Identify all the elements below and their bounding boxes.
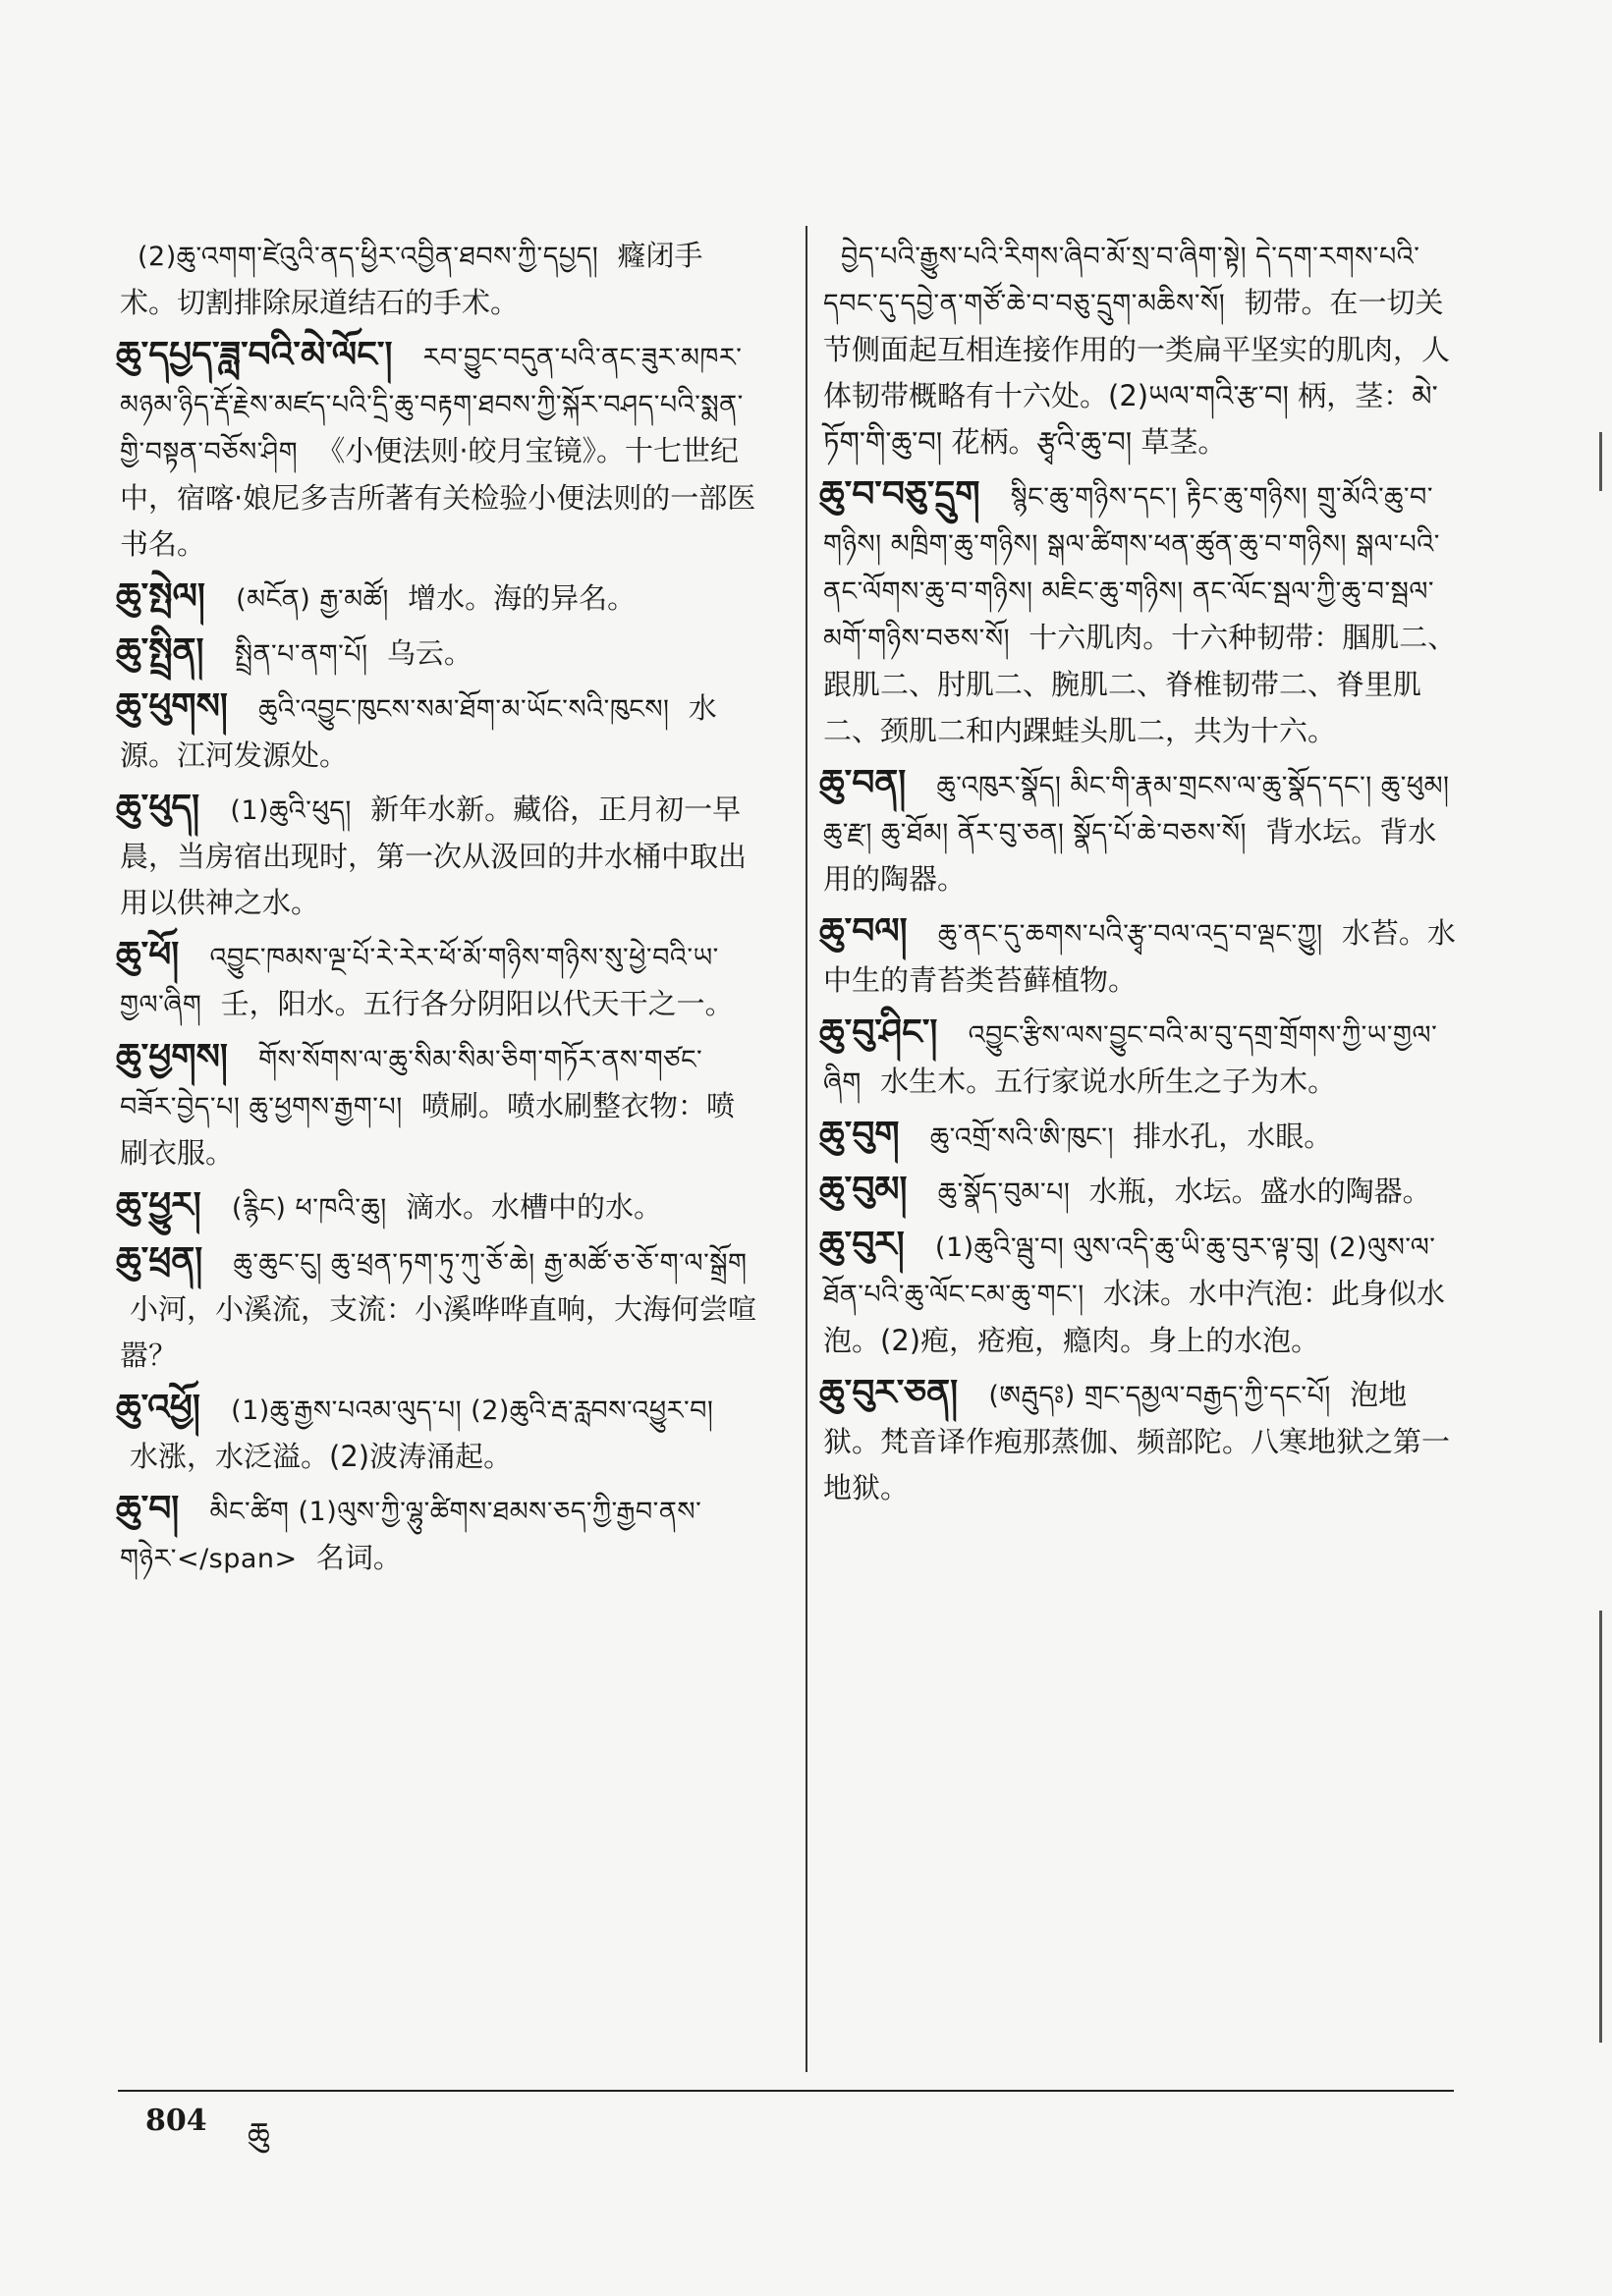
- dictionary-entry: [819, 1010, 1462, 1106]
- entry-headword: ཆུ་ཕོ།: [116, 934, 180, 975]
- entry-tibetan-definition: ཆུ་ཆུང་ངུ། ཆུ་ཕྲན་ཏག་ཏུ་ཀུ་ཅོ་ཆེ། རྒྱ་མཚོ་ཅ་ཅོ་ག་ལ་སྒྲོག: [233, 1248, 748, 1279]
- entry-headword: ཆུ་སྤྲིན།: [116, 630, 204, 672]
- running-head: ཆུ: [248, 2115, 270, 2153]
- entry-headword: ཆུ་བུམ།: [819, 1169, 908, 1210]
- entry-tibetan-definition: (མངོན) རྒྱ་མཚོ།: [236, 584, 389, 615]
- entry-headword: ཆུ་ཕུགས།: [116, 685, 228, 727]
- entry-headword: ཆུ་བ།: [116, 1488, 180, 1529]
- dictionary-entry: [116, 1486, 758, 1582]
- entry-chinese-definition: 背水坛。背水用的陶器。: [823, 815, 1437, 896]
- footer-rule: [118, 2090, 1454, 2092]
- entry-chinese-definition: 水瓶，水坛。盛水的陶器。: [1088, 1175, 1431, 1208]
- dictionary-entry: [116, 1385, 758, 1480]
- entry-chinese-definition: 泡地狱。梵音译作疱那蒸伽、频部陀。八寒地狱之第一地狱。: [823, 1378, 1451, 1504]
- left-column: [116, 231, 758, 1588]
- entry-tibetan-definition: རབ་བྱུང་བདུན་པའི་ནང་ཟུར་མཁར་མཉམ་ཉིད་རྡོ་རྗེས་མཛད་པའི་དྲི་ཆུ་བརྟག་ཐབས་ཀྱི་སྐོར་བཤད་པའི་སྨན་གྱི་བསྟན་བཅོས་ཤིག: [120, 343, 744, 467]
- dictionary-entry: [116, 683, 758, 779]
- dictionary-entry: [116, 785, 758, 926]
- entry-chinese-definition: 壬，阳水。五行各分阴阳以代天干之一。: [220, 987, 734, 1020]
- entry-tibetan-definition: (1)ཆུའི་ལྦུ་བ། ལུས་འདི་ཆུ་ཡི་ཆུ་བུར་ལྟ་བུ། (2)ལུས་ལ་ཐོན་པའི་ཆུ་ལོང་ངམ་ཆུ་གང་།: [823, 1232, 1436, 1310]
- entry-headword: ཆུ་ཕུད།: [116, 787, 200, 828]
- entry-tibetan-definition: སྤྲིན་པ་ནག་པོ།: [234, 639, 368, 670]
- entry-chinese-definition: 新年水新。藏俗，正月初一早晨，当房宿出现时，第一次从汲回的井水桶中取出用以供神之水。: [120, 793, 748, 919]
- dictionary-entry: [116, 332, 758, 568]
- entry-chinese-definition: 水苔。水中生的青苔类苔藓植物。: [823, 916, 1456, 997]
- entry-tibetan-definition: (1)ཆུ་རྒྱས་པའམ་ལུད་པ། (2)ཆུའི་རྦ་རླབས་འཕྱུར་བ།: [231, 1395, 714, 1426]
- entry-headword: ཆུ་བུག: [819, 1114, 900, 1155]
- entry-chinese-definition: 《小便法则·皎月宝镜》。十七世纪中，宿喀·娘尼多吉所著有关检验小便法则的一部医书名。: [120, 434, 756, 561]
- entry-chinese-definition: 乌云。: [386, 636, 472, 670]
- entry-tibetan-definition: མིང་ཚིག (1)ལུས་ཀྱི་ལྷུ་ཚིགས་ཐམས་ཅད་ཀྱི་རྒྱབ་ནས་གཉེར་</span>: [120, 1497, 702, 1574]
- entry-tibetan-definition: (1)ཆུའི་ཕུད།: [230, 795, 352, 826]
- entry-headword: ཆུ་བན།: [819, 762, 907, 803]
- entry-chinese-definition: 小河，小溪流，支流：小溪哗哗直响，大海何尝喧嚣？: [120, 1292, 757, 1372]
- dictionary-entry: [823, 231, 1462, 465]
- entry-tibetan-definition: ཆུ་སྣོད་བུམ་པ།: [937, 1177, 1071, 1208]
- entry-tibetan-definition: འབྱུང་རྩིས་ལས་བྱུང་བའི་མ་བུ་དགྲ་གྲོགས་ཀྱི་ཡ་གྱལ་ཞིག: [823, 1020, 1438, 1098]
- entry-chinese-definition: 水沫。水中汽泡：此身似水泡。(2)疱，疮疱，瘾肉。身上的水泡。: [823, 1277, 1445, 1357]
- entry-headword: ཆུ་ཕྲན།: [116, 1239, 203, 1281]
- entry-headword: ཆུ་བུར་ཅན།: [819, 1372, 959, 1413]
- dictionary-entry: [116, 629, 758, 678]
- dictionary-entry: [116, 574, 758, 623]
- entry-chinese-definition: 韧带。在一切关节侧面起互相连接作用的一类扁平坚实的肌肉，人体韧带概略有十六处。(2)ཡལ་གའི་རྩ་བ། 柄，茎：མེ་ཏོག་གི་ཆུ་བ། 花柄。རྩྭའི་ཆུ་བ། 草茎。: [823, 286, 1451, 459]
- entry-headword: ཆུ་བུ་ཤིང་།: [819, 1011, 938, 1053]
- entry-headword: ཆུ་སྤེལ།: [116, 575, 205, 617]
- entry-headword: ཆུ་བ་བཅུ་དྲུག: [819, 473, 980, 515]
- entry-tibetan-definition: ཆུ་འགྲོ་སའི་ཨི་ཁུང་།: [929, 1122, 1114, 1153]
- dictionary-entry: [116, 1182, 758, 1231]
- entry-chinese-definition: 滴水。水槽中的水。: [405, 1190, 662, 1224]
- entry-headword: ཆུ་བུར།: [819, 1224, 905, 1265]
- entry-tibetan-definition: ཆུ་ནང་དུ་ཆགས་པའི་རྩྭ་བལ་འདྲ་བ་ལྡང་ཀྱུ།: [937, 919, 1323, 950]
- dictionary-entry: [116, 932, 758, 1028]
- entry-headword: ཆུ་ཕྱགས།: [116, 1036, 228, 1077]
- right-column: [819, 231, 1462, 1517]
- dictionary-entry: [819, 471, 1462, 754]
- entry-tibetan-definition: ཆུ་འཁུར་སྣོད། མིང་གི་རྣམ་གྲངས་ལ་ཆུ་སྣོད་དང་། ཆུ་ཕུམ། ཆུ་རྫ། ཆུ་ཐོམ། ནོར་བུ་ཅན། སྣོད་པོ་ཆེ་བཅས་སོ།: [823, 771, 1450, 848]
- dictionary-entry: [819, 1222, 1462, 1364]
- entry-headword: ཆུ་བལ།: [819, 910, 908, 952]
- scan-edge-mark: [1599, 1611, 1602, 2043]
- entry-chinese-definition: 排水孔，水眼。: [1133, 1120, 1333, 1153]
- dictionary-entry: [819, 1167, 1462, 1216]
- dictionary-entry: [120, 231, 758, 326]
- entry-tibetan-definition: འབྱུང་ཁམས་ལྔ་པོ་རེ་རེར་ཕོ་མོ་གཉིས་གཉིས་སུ་ཕྱེ་བའི་ཡ་གྱལ་ཞིག: [120, 943, 719, 1020]
- entry-headword: ཆུ་ཕྱུར།: [116, 1184, 201, 1226]
- page-number: 804: [145, 2104, 207, 2138]
- entry-tibetan-definition: ཆུའི་འབྱུང་ཁུངས་སམ་ཐོག་མ་ཡོང་སའི་ཁུངས།: [258, 694, 670, 725]
- entry-chinese-definition: 十六肌肉。十六种韧带：腘肌二、跟肌二、肘肌二、腕肌二、脊椎韧带二、脊里肌二、颈肌二和内踝蛙头肌二，共为十六。: [823, 621, 1457, 747]
- entry-chinese-definition: 喷刷。喷水刷整衣物：喷刷衣服。: [120, 1089, 735, 1170]
- entry-chinese-definition: 水生木。五行家说水所生之子为木。: [880, 1065, 1337, 1098]
- entry-tibetan-definition: སྙིང་ཆུ་གཉིས་དང་། རྟིང་ཆུ་གཉིས། གྲུ་མོའི་ཆུ་བ་གཉིས། མཁྲིག་ཆུ་གཉིས། སྒལ་ཚིགས་ཕན་ཚུན་ཆུ་བ་གཉིས། སྒལ་པའི་ནང་ལོགས་ཆུ་བ་གཉིས། མཇིང་ཆུ་གཉིས། ནང་ལོང་སྦལ་ཀྱི་ཆུ་བ་སྦལ་མགོ་གཉིས་བཅས་སོ།: [823, 482, 1440, 654]
- dictionary-entry: [819, 760, 1462, 902]
- entry-tibetan-definition: གོས་སོགས་ལ་ཆུ་སིམ་སིམ་ཅིག་གཏོར་ནས་གཙང་བཟོར་བྱེད་པ། ཆུ་ཕྱགས་རྒྱག་པ།: [120, 1045, 703, 1122]
- column-divider: [806, 226, 807, 2072]
- dictionary-entry: [819, 908, 1462, 1004]
- entry-chinese-definition: 癃闭手术。切割排除尿道结石的手术。: [120, 239, 703, 319]
- entry-chinese-definition: 增水。海的异名。: [408, 581, 637, 615]
- dictionary-entry: [819, 1112, 1462, 1161]
- entry-headword: ཆུ་དཔྱད་ཟླ་བའི་མེ་ལོང་།: [116, 334, 393, 375]
- entry-chinese-definition: 水源。江河发源处。: [120, 691, 717, 772]
- entry-chinese-definition: 水涨，水泛溢。(2)波涛涌起。: [130, 1440, 513, 1473]
- dictionary-entry: [819, 1370, 1462, 1511]
- entry-tibetan-definition: (2)ཆུ་འགག་ཛེའུའི་ནད་ཕྱིར་འབྱིན་ཐབས་ཀྱི་དཔྱད།: [138, 242, 599, 272]
- scan-edge-mark: [1599, 432, 1602, 491]
- entry-tibetan-definition: (རྙིང) ཕ་ཁའི་ཆུ།: [231, 1193, 387, 1224]
- entry-tibetan-definition: བྱེད་པའི་རྒྱུས་པའི་རིགས་ཞིབ་མོ་སྲ་བ་ཞིག་སྟེ། དེ་དག་རགས་པའི་དབང་དུ་དབྱེ་ན་གཙོ་ཆེ་བ་བཅུ་དྲུག་མཆིས་སོ།: [823, 242, 1420, 319]
- dictionary-entry: [116, 1237, 758, 1379]
- entry-chinese-definition: 名词。: [315, 1541, 402, 1574]
- entry-headword: ཆུ་འཕྱོ།: [116, 1387, 200, 1428]
- entry-tibetan-definition: (ཨརྦུདཿ) གྲང་དམྱལ་བརྒྱད་ཀྱི་དང་པོ།: [988, 1381, 1331, 1411]
- dictionary-entry: [116, 1034, 758, 1176]
